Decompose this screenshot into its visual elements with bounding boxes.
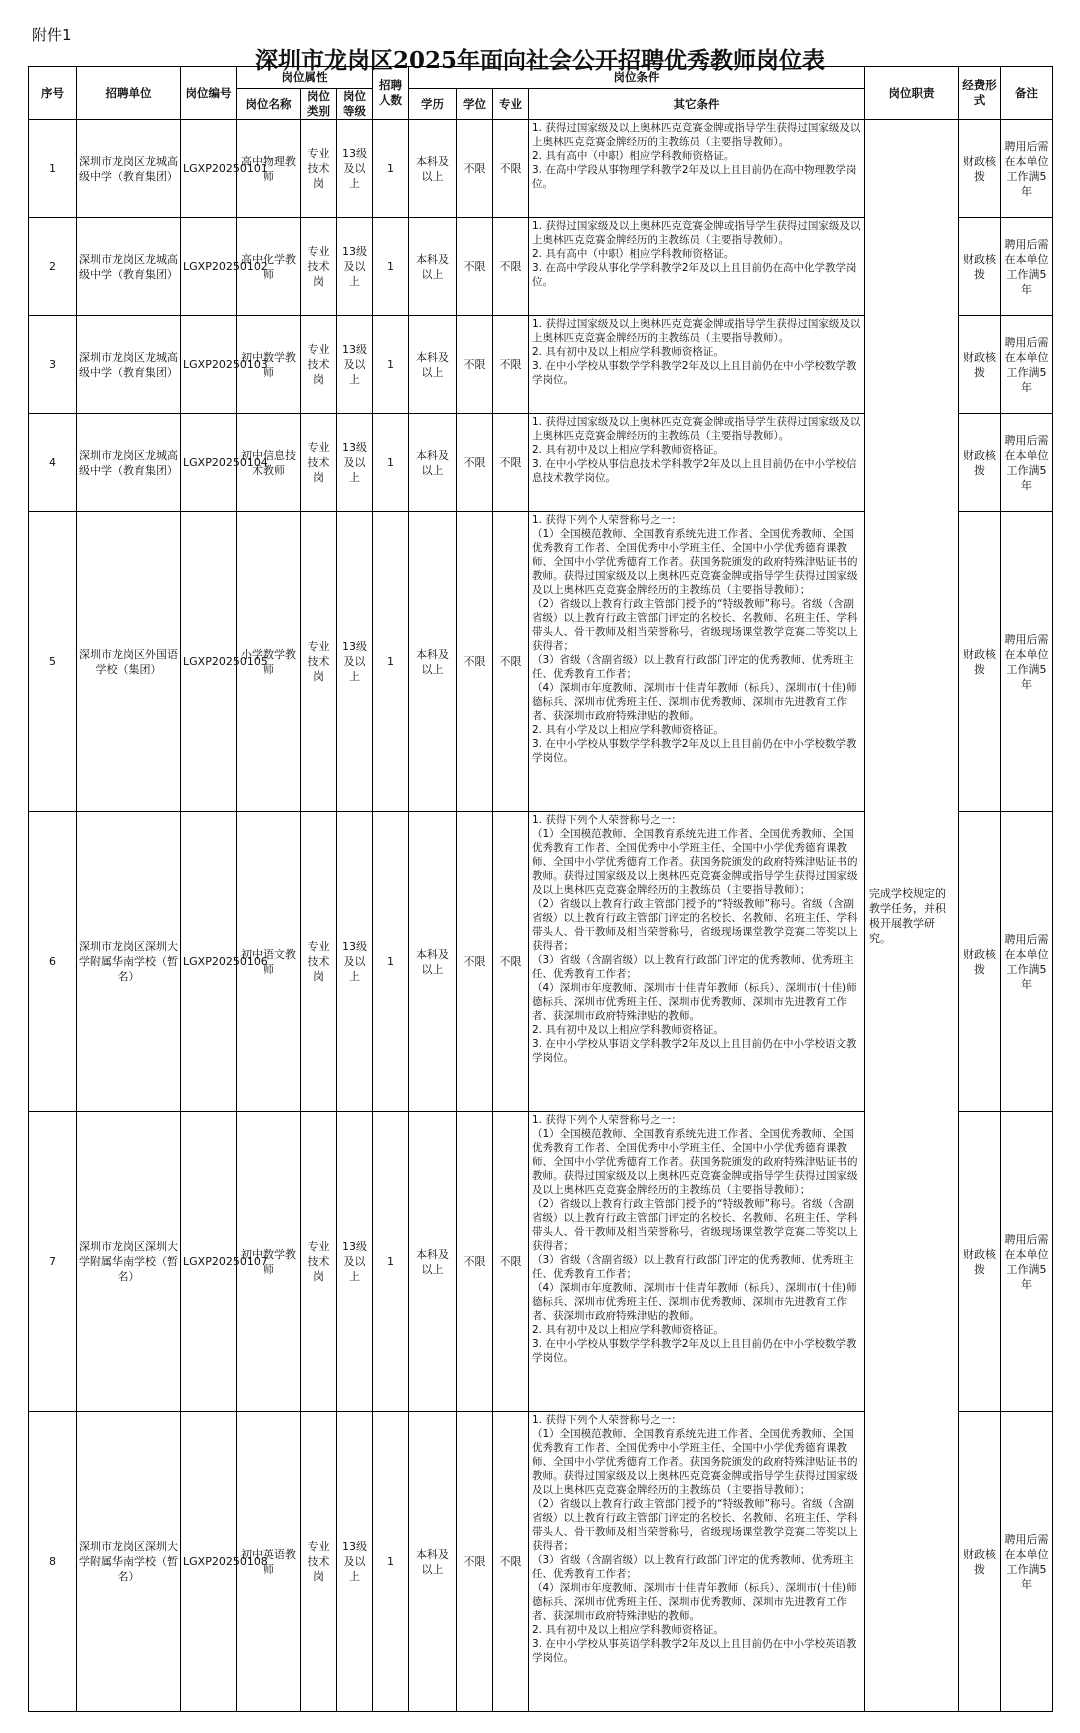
cell-funding: 财政核拨 <box>959 218 1001 316</box>
cell-duty: 完成学校规定的教学任务，并积极开展教学研究。 <box>865 120 959 1712</box>
condition-line: （4）深圳市年度教师、深圳市十佳青年教师（标兵）、深圳市(十佳)师德标兵、深圳市优秀班主任、深圳市优秀教师、深圳市先进教育工作者、获深圳市政府特殊津贴的教师。 <box>532 982 857 1022</box>
header-remark: 备注 <box>1001 67 1053 120</box>
condition-line: （2）省级以上教育行政主管部门授予的“特级教师”称号。省级（含副省级）以上教育行政主管部门评定的名校长、名教师、名班主任、学科带头人、骨干教师及相当荣誉称号，省级现场课堂教学竞赛二等奖以上获得者； <box>532 898 858 952</box>
cell-major: 不限 <box>493 1112 529 1412</box>
cell-category: 专业技术岗 <box>301 812 337 1112</box>
condition-line: （3）省级（含副省级）以上教育行政部门评定的优秀教师、优秀班主任、优秀教育工作者； <box>532 654 854 680</box>
cell-degree: 不限 <box>457 218 493 316</box>
header-duty: 岗位职责 <box>865 67 959 120</box>
cell-name: 初中信息技术教师 <box>237 414 301 512</box>
cell-count: 1 <box>373 316 409 414</box>
condition-line: 1. 获得过国家级及以上奥林匹克竞赛金牌或指导学生获得过国家级及以上奥林匹克竞赛金牌经历的主教练员（主要指导教师）。 <box>532 122 861 148</box>
cell-level: 13级及以上 <box>337 414 373 512</box>
cell-unit: 深圳市龙岗区深圳大学附属华南学校（暂名） <box>77 812 181 1112</box>
header-level: 岗位等级 <box>337 89 373 120</box>
cell-code: LGXP20250106 <box>181 812 237 1112</box>
cell-funding: 财政核拨 <box>959 1112 1001 1412</box>
cell-category: 专业技术岗 <box>301 1112 337 1412</box>
cell-remark: 聘用后需在本单位工作满5年 <box>1001 316 1053 414</box>
condition-line: 3. 在中小学校从事数学学科教学2年及以上且目前仍在中小学校数学教学岗位。 <box>532 738 857 764</box>
cell-name: 高中化学教师 <box>237 218 301 316</box>
cell-degree: 不限 <box>457 316 493 414</box>
cell-code: LGXP20250105 <box>181 512 237 812</box>
header-unit: 招聘单位 <box>77 67 181 120</box>
condition-line: （2）省级以上教育行政主管部门授予的“特级教师”称号。省级（含副省级）以上教育行政主管部门评定的名校长、名教师、名班主任、学科带头人、骨干教师及相当荣誉称号，省级现场课堂教学竞赛二等奖以上获得者； <box>532 598 858 652</box>
cell-level: 13级及以上 <box>337 120 373 218</box>
cell-funding: 财政核拨 <box>959 414 1001 512</box>
cell-edu: 本科及以上 <box>409 1412 457 1712</box>
cell-seq: 4 <box>29 414 77 512</box>
cell-code: LGXP20250101 <box>181 120 237 218</box>
cell-name: 初中数学教师 <box>237 316 301 414</box>
cell-major: 不限 <box>493 414 529 512</box>
condition-line: 3. 在中小学校从事语文学科教学2年及以上且目前仍在中小学校语文教学岗位。 <box>532 1038 857 1064</box>
cell-remark: 聘用后需在本单位工作满5年 <box>1001 1412 1053 1712</box>
condition-line: （1）全国模范教师、全国教育系统先进工作者、全国优秀教师、全国优秀教育工作者、全国优秀中小学班主任、全国中小学优秀德育课教师、全国中小学优秀德育工作者。获国务院颁发的政府特殊津贴证书的教师。获得过国家级及以上奥林匹克竞赛金牌或指导学生获得过国家级及以上奥林匹克竞赛金牌经历的主教练员（主要指导教师）； <box>532 828 858 896</box>
condition-line: 2. 具有初中及以上相应学科教师资格证。 <box>532 1624 724 1636</box>
cell-degree: 不限 <box>457 1412 493 1712</box>
cell-count: 1 <box>373 512 409 812</box>
header-name: 岗位名称 <box>237 89 301 120</box>
cell-category: 专业技术岗 <box>301 316 337 414</box>
cell-degree: 不限 <box>457 512 493 812</box>
cell-major: 不限 <box>493 512 529 812</box>
condition-line: 1. 获得下列个人荣誉称号之一： <box>532 1114 682 1126</box>
cell-major: 不限 <box>493 1412 529 1712</box>
cell-other-conditions <box>529 812 865 1112</box>
cell-other-conditions <box>529 414 865 512</box>
cell-remark: 聘用后需在本单位工作满5年 <box>1001 218 1053 316</box>
cell-remark: 聘用后需在本单位工作满5年 <box>1001 812 1053 1112</box>
cell-edu: 本科及以上 <box>409 218 457 316</box>
condition-line: 2. 具有高中（中职）相应学科教师资格证。 <box>532 248 735 260</box>
cell-degree: 不限 <box>457 120 493 218</box>
cell-seq: 3 <box>29 316 77 414</box>
condition-line: 3. 在高中学段从事化学学科教学2年及以上且目前仍在高中化学教学岗位。 <box>532 262 857 288</box>
condition-line: 1. 获得下列个人荣誉称号之一： <box>532 1414 682 1426</box>
cell-level: 13级及以上 <box>337 1112 373 1412</box>
cell-code: LGXP20250103 <box>181 316 237 414</box>
table-row <box>29 120 1053 218</box>
condition-line: （2）省级以上教育行政主管部门授予的“特级教师”称号。省级（含副省级）以上教育行政主管部门评定的名校长、名教师、名班主任、学科带头人、骨干教师及相当荣誉称号，省级现场课堂教学竞赛二等奖以上获得者； <box>532 1198 858 1252</box>
cell-other-conditions <box>529 1412 865 1712</box>
cell-edu: 本科及以上 <box>409 512 457 812</box>
cell-level: 13级及以上 <box>337 812 373 1112</box>
cell-degree: 不限 <box>457 812 493 1112</box>
cell-other-conditions <box>529 218 865 316</box>
cell-degree: 不限 <box>457 414 493 512</box>
cell-code: LGXP20250108 <box>181 1412 237 1712</box>
condition-line: （4）深圳市年度教师、深圳市十佳青年教师（标兵）、深圳市(十佳)师德标兵、深圳市优秀班主任、深圳市优秀教师、深圳市先进教育工作者、获深圳市政府特殊津贴的教师。 <box>532 1282 857 1322</box>
condition-line: 2. 具有初中及以上相应学科教师资格证。 <box>532 1024 724 1036</box>
cell-other-conditions <box>529 316 865 414</box>
header-edu: 学历 <box>409 89 457 120</box>
cell-category: 专业技术岗 <box>301 512 337 812</box>
header-other: 其它条件 <box>529 89 865 120</box>
cell-name: 小学数学教师 <box>237 512 301 812</box>
cell-funding: 财政核拨 <box>959 316 1001 414</box>
condition-line: 3. 在中小学校从事英语学科教学2年及以上且目前仍在中小学校英语教学岗位。 <box>532 1638 857 1664</box>
cell-funding: 财政核拨 <box>959 512 1001 812</box>
cell-seq: 7 <box>29 1112 77 1412</box>
cell-other-conditions <box>529 120 865 218</box>
cell-seq: 6 <box>29 812 77 1112</box>
condition-line: 3. 在中小学校从事信息技术学科教学2年及以上且目前仍在中小学校信息技术教学岗位。 <box>532 458 857 484</box>
attachment-label: 附件1 <box>32 26 72 44</box>
condition-line: 1. 获得过国家级及以上奥林匹克竞赛金牌或指导学生获得过国家级及以上奥林匹克竞赛金牌经历的主教练员（主要指导教师）。 <box>532 220 861 246</box>
cell-count: 1 <box>373 414 409 512</box>
cell-edu: 本科及以上 <box>409 414 457 512</box>
cell-edu: 本科及以上 <box>409 120 457 218</box>
cell-name: 初中英语教师 <box>237 1412 301 1712</box>
cell-category: 专业技术岗 <box>301 414 337 512</box>
condition-line: 2. 具有小学及以上相应学科教师资格证。 <box>532 724 724 736</box>
cell-code: LGXP20250104 <box>181 414 237 512</box>
condition-line: 1. 获得下列个人荣誉称号之一： <box>532 514 682 526</box>
cell-count: 1 <box>373 1412 409 1712</box>
cell-funding: 财政核拨 <box>959 812 1001 1112</box>
cell-major: 不限 <box>493 316 529 414</box>
cell-major: 不限 <box>493 812 529 1112</box>
condition-line: 3. 在高中学段从事物理学科教学2年及以上且目前仍在高中物理教学岗位。 <box>532 164 857 190</box>
condition-line: （3）省级（含副省级）以上教育行政部门评定的优秀教师、优秀班主任、优秀教育工作者； <box>532 1254 854 1280</box>
cell-unit: 深圳市龙岗区龙城高级中学（教育集团） <box>77 316 181 414</box>
header-degree: 学位 <box>457 89 493 120</box>
cell-major: 不限 <box>493 218 529 316</box>
condition-line: （3）省级（含副省级）以上教育行政部门评定的优秀教师、优秀班主任、优秀教育工作者； <box>532 954 854 980</box>
cell-level: 13级及以上 <box>337 1412 373 1712</box>
condition-line: （2）省级以上教育行政主管部门授予的“特级教师”称号。省级（含副省级）以上教育行政主管部门评定的名校长、名教师、名班主任、学科带头人、骨干教师及相当荣誉称号，省级现场课堂教学竞赛二等奖以上获得者； <box>532 1498 858 1552</box>
cell-seq: 5 <box>29 512 77 812</box>
header-major: 专业 <box>493 89 529 120</box>
cell-code: LGXP20250107 <box>181 1112 237 1412</box>
cell-unit: 深圳市龙岗区龙城高级中学（教育集团） <box>77 414 181 512</box>
cell-category: 专业技术岗 <box>301 218 337 316</box>
cell-count: 1 <box>373 218 409 316</box>
cell-unit: 深圳市龙岗区龙城高级中学（教育集团） <box>77 120 181 218</box>
header-funding: 经费形式 <box>959 67 1001 120</box>
cell-other-conditions <box>529 1112 865 1412</box>
cell-name: 高中物理教师 <box>237 120 301 218</box>
cell-level: 13级及以上 <box>337 512 373 812</box>
cell-other-conditions <box>529 512 865 812</box>
condition-line: （4）深圳市年度教师、深圳市十佳青年教师（标兵）、深圳市(十佳)师德标兵、深圳市优秀班主任、深圳市优秀教师、深圳市先进教育工作者、获深圳市政府特殊津贴的教师。 <box>532 682 857 722</box>
cell-level: 13级及以上 <box>337 316 373 414</box>
cell-funding: 财政核拨 <box>959 1412 1001 1712</box>
condition-line: 2. 具有高中（中职）相应学科教师资格证。 <box>532 150 735 162</box>
cell-seq: 1 <box>29 120 77 218</box>
condition-line: 1. 获得下列个人荣誉称号之一： <box>532 814 682 826</box>
condition-line: 2. 具有初中及以上相应学科教师资格证。 <box>532 1324 724 1336</box>
cell-name: 初中语文教师 <box>237 812 301 1112</box>
condition-line: 3. 在中小学校从事数学学科教学2年及以上且目前仍在中小学校数学教学岗位。 <box>532 1338 857 1364</box>
cell-edu: 本科及以上 <box>409 1112 457 1412</box>
condition-line: （3）省级（含副省级）以上教育行政部门评定的优秀教师、优秀班主任、优秀教育工作者； <box>532 1554 854 1580</box>
condition-line: 2. 具有初中及以上相应学科教师资格证。 <box>532 444 724 456</box>
cell-seq: 2 <box>29 218 77 316</box>
condition-line: （1）全国模范教师、全国教育系统先进工作者、全国优秀教师、全国优秀教育工作者、全国优秀中小学班主任、全国中小学优秀德育课教师、全国中小学优秀德育工作者。获国务院颁发的政府特殊津贴证书的教师。获得过国家级及以上奥林匹克竞赛金牌或指导学生获得过国家级及以上奥林匹克竞赛金牌经历的主教练员（主要指导教师）； <box>532 528 858 596</box>
header-conditions: 岗位条件 <box>409 67 865 89</box>
cell-category: 专业技术岗 <box>301 1412 337 1712</box>
cell-code: LGXP20250102 <box>181 218 237 316</box>
header-attr: 岗位属性 <box>237 67 373 89</box>
page-title: 深圳市龙岗区2025年面向社会公开招聘优秀教师岗位表 <box>254 47 825 74</box>
cell-remark: 聘用后需在本单位工作满5年 <box>1001 414 1053 512</box>
cell-count: 1 <box>373 120 409 218</box>
header-count: 招聘人数 <box>373 67 409 120</box>
header-seq: 序号 <box>29 67 77 120</box>
cell-edu: 本科及以上 <box>409 812 457 1112</box>
condition-line: 3. 在中小学校从事数学学科教学2年及以上且目前仍在中小学校数学教学岗位。 <box>532 360 857 386</box>
cell-seq: 8 <box>29 1412 77 1712</box>
cell-unit: 深圳市龙岗区龙城高级中学（教育集团） <box>77 218 181 316</box>
positions-table <box>28 66 1053 1712</box>
cell-unit: 深圳市龙岗区深圳大学附属华南学校（暂名） <box>77 1412 181 1712</box>
cell-edu: 本科及以上 <box>409 316 457 414</box>
cell-level: 13级及以上 <box>337 218 373 316</box>
cell-major: 不限 <box>493 120 529 218</box>
condition-line: （1）全国模范教师、全国教育系统先进工作者、全国优秀教师、全国优秀教育工作者、全国优秀中小学班主任、全国中小学优秀德育课教师、全国中小学优秀德育工作者。获国务院颁发的政府特殊津贴证书的教师。获得过国家级及以上奥林匹克竞赛金牌或指导学生获得过国家级及以上奥林匹克竞赛金牌经历的主教练员（主要指导教师）； <box>532 1428 858 1496</box>
cell-count: 1 <box>373 812 409 1112</box>
condition-line: 2. 具有初中及以上相应学科教师资格证。 <box>532 346 724 358</box>
cell-name: 初中数学教师 <box>237 1112 301 1412</box>
condition-line: （4）深圳市年度教师、深圳市十佳青年教师（标兵）、深圳市(十佳)师德标兵、深圳市优秀班主任、深圳市优秀教师、深圳市先进教育工作者、获深圳市政府特殊津贴的教师。 <box>532 1582 857 1622</box>
cell-funding: 财政核拨 <box>959 120 1001 218</box>
cell-remark: 聘用后需在本单位工作满5年 <box>1001 120 1053 218</box>
cell-remark: 聘用后需在本单位工作满5年 <box>1001 512 1053 812</box>
cell-count: 1 <box>373 1112 409 1412</box>
condition-line: 1. 获得过国家级及以上奥林匹克竞赛金牌或指导学生获得过国家级及以上奥林匹克竞赛金牌经历的主教练员（主要指导教师）。 <box>532 318 861 344</box>
condition-line: 1. 获得过国家级及以上奥林匹克竞赛金牌或指导学生获得过国家级及以上奥林匹克竞赛金牌经历的主教练员（主要指导教师）。 <box>532 416 861 442</box>
cell-category: 专业技术岗 <box>301 120 337 218</box>
cell-unit: 深圳市龙岗区深圳大学附属华南学校（暂名） <box>77 1112 181 1412</box>
cell-degree: 不限 <box>457 1112 493 1412</box>
cell-remark: 聘用后需在本单位工作满5年 <box>1001 1112 1053 1412</box>
cell-unit: 深圳市龙岗区外国语学校（集团） <box>77 512 181 812</box>
header-code: 岗位编号 <box>181 67 237 120</box>
header-category: 岗位类别 <box>301 89 337 120</box>
condition-line: （1）全国模范教师、全国教育系统先进工作者、全国优秀教师、全国优秀教育工作者、全国优秀中小学班主任、全国中小学优秀德育课教师、全国中小学优秀德育工作者。获国务院颁发的政府特殊津贴证书的教师。获得过国家级及以上奥林匹克竞赛金牌或指导学生获得过国家级及以上奥林匹克竞赛金牌经历的主教练员（主要指导教师）； <box>532 1128 858 1196</box>
table-body <box>29 120 1053 1712</box>
